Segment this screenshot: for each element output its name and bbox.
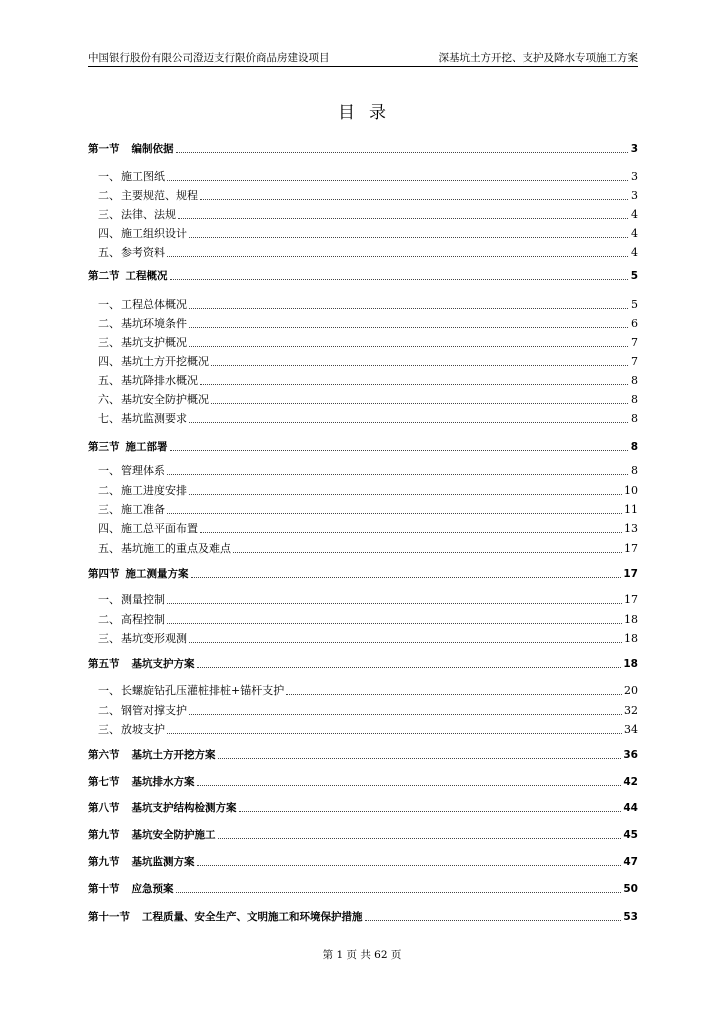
- toc-entry-label: 工程概况: [125, 270, 168, 282]
- toc-dot-leader: [170, 450, 629, 451]
- toc-title: 目录: [338, 103, 400, 123]
- toc-dot-leader: [167, 474, 628, 475]
- toc-dot-leader: [176, 152, 629, 153]
- toc-entry-page-number: 20: [624, 684, 638, 697]
- toc-entry-page-number: 5: [631, 298, 638, 311]
- toc-entry-number: 第一节: [88, 143, 120, 155]
- toc-entry-number: 第七节: [88, 776, 120, 788]
- toc-section-entry[interactable]: [88, 136, 638, 156]
- toc-dot-leader: [176, 892, 622, 893]
- toc-entry-page-number: 4: [631, 227, 638, 240]
- toc-entry-number: 三、: [98, 208, 120, 221]
- toc-entry-label: 施工总平面布置: [121, 522, 198, 535]
- toc-entry-number: 第四节: [88, 568, 120, 580]
- toc-dot-leader: [189, 494, 622, 495]
- toc-entry-label: 基坑支护方案: [131, 658, 195, 670]
- toc-dot-leader: [189, 642, 622, 643]
- toc-entry-number: 三、: [98, 723, 120, 736]
- toc-entry-page-number: 47: [623, 856, 638, 868]
- toc-subsection-entry[interactable]: [88, 202, 638, 222]
- toc-dot-leader: [200, 384, 628, 385]
- toc-entry-page-number: 13: [624, 522, 638, 535]
- toc-entry-number: 第五节: [88, 658, 120, 670]
- toc-entry-label: 高程控制: [121, 613, 165, 626]
- toc-entry-label: 施工测量方案: [125, 568, 189, 580]
- toc-entry-label: 编制依据: [131, 143, 174, 155]
- toc-entry-label: 施工图纸: [121, 170, 165, 183]
- toc-entry-page-number: 3: [631, 189, 638, 202]
- toc-entry-label: 基坑监测方案: [131, 856, 195, 868]
- toc-entry-page-number: 10: [624, 484, 638, 497]
- toc-subsection-entry[interactable]: [88, 330, 638, 350]
- toc-dot-leader: [286, 694, 622, 695]
- toc-subsection-entry[interactable]: [88, 458, 638, 478]
- toc-entry-label: 应急预案: [131, 883, 174, 895]
- toc-dot-leader: [365, 920, 622, 921]
- toc-dot-leader: [218, 838, 622, 839]
- toc-entry-page-number: 6: [631, 317, 638, 330]
- toc-dot-leader: [197, 865, 622, 866]
- toc-subsection-entry[interactable]: [88, 164, 638, 184]
- toc-entry-number: 二、: [98, 613, 120, 626]
- toc-entry-page-number: 17: [624, 542, 638, 555]
- toc-section-entry[interactable]: [88, 769, 638, 789]
- toc-entry-number: 第九节: [88, 829, 120, 841]
- toc-subsection-entry[interactable]: [88, 387, 638, 407]
- toc-entry-page-number: 8: [630, 441, 638, 453]
- toc-entry-number: 六、: [98, 393, 120, 406]
- toc-subsection-entry[interactable]: [88, 698, 638, 718]
- toc-entry-label: 基坑监测要求: [121, 412, 187, 425]
- toc-entry-label: 基坑降排水概况: [121, 374, 198, 387]
- toc-entry-page-number: 4: [631, 208, 638, 221]
- header-project-name: 中国银行股份有限公司澄迈支行限价商品房建设项目: [88, 52, 330, 64]
- toc-entry-number: 二、: [98, 189, 120, 202]
- toc-dot-leader: [167, 603, 622, 604]
- toc-dot-leader: [189, 237, 628, 238]
- toc-subsection-entry[interactable]: [88, 607, 638, 627]
- toc-subsection-entry[interactable]: [88, 183, 638, 203]
- toc-entry-number: 第九节: [88, 856, 120, 868]
- toc-dot-leader: [170, 279, 629, 280]
- toc-entry-label: 钢管对撑支护: [121, 704, 187, 717]
- toc-dot-leader: [189, 422, 628, 423]
- toc-entry-number: 一、: [98, 170, 120, 183]
- toc-entry-label: 基坑土方开挖概况: [121, 355, 209, 368]
- toc-entry-label: 工程总体概况: [121, 298, 187, 311]
- toc-entry-page-number: 53: [623, 911, 638, 923]
- toc-entry-number: 一、: [98, 298, 120, 311]
- toc-entry-page-number: 50: [623, 883, 638, 895]
- toc-dot-leader: [189, 327, 628, 328]
- toc-entry-page-number: 7: [631, 355, 638, 368]
- toc-dot-leader: [197, 667, 622, 668]
- toc-entry-label: 基坑变形观测: [121, 632, 187, 645]
- toc-entry-page-number: 4: [631, 246, 638, 259]
- toc-entry-page-number: 42: [623, 776, 638, 788]
- toc-dot-leader: [211, 403, 628, 404]
- toc-section-entry[interactable]: [88, 651, 638, 671]
- toc-subsection-entry[interactable]: [88, 536, 638, 556]
- toc-dot-leader: [167, 513, 622, 514]
- toc-entry-number: 四、: [98, 355, 120, 368]
- toc-entry-label: 基坑安全防护概况: [121, 393, 209, 406]
- toc-dot-leader: [233, 552, 622, 553]
- toc-dot-leader: [189, 714, 622, 715]
- toc-subsection-entry[interactable]: [88, 717, 638, 737]
- toc-entry-number: 五、: [98, 246, 120, 259]
- toc-entry-label: 测量控制: [121, 593, 165, 606]
- toc-entry-number: 第十节: [88, 883, 120, 895]
- toc-entry-label: 施工准备: [121, 503, 165, 516]
- toc-entry-number: 第十一节: [88, 911, 130, 923]
- toc-subsection-entry[interactable]: [88, 311, 638, 331]
- toc-entry-page-number: 36: [623, 749, 638, 761]
- toc-subsection-entry[interactable]: [88, 349, 638, 369]
- toc-entry-number: 一、: [98, 464, 120, 477]
- toc-entry-label: 工程质量、安全生产、文明施工和环境保护措施: [142, 911, 363, 923]
- toc-subsection-entry[interactable]: [88, 221, 638, 241]
- toc-entry-page-number: 7: [631, 336, 638, 349]
- toc-entry-page-number: 17: [624, 593, 638, 606]
- toc-entry-page-number: 8: [631, 464, 638, 477]
- toc-dot-leader: [167, 180, 628, 181]
- toc-entry-number: 三、: [98, 632, 120, 645]
- toc-dot-leader: [200, 199, 628, 200]
- toc-entry-page-number: 45: [623, 829, 638, 841]
- toc-section-entry[interactable]: [88, 561, 638, 581]
- toc-entry-label: 基坑施工的重点及难点: [121, 542, 231, 555]
- toc-entry-number: 二、: [98, 704, 120, 717]
- toc-subsection-entry[interactable]: [88, 626, 638, 646]
- toc-entry-label: 参考资料: [121, 246, 165, 259]
- toc-entry-number: 七、: [98, 412, 120, 425]
- toc-entry-page-number: 8: [631, 412, 638, 425]
- toc-section-entry[interactable]: [88, 849, 638, 869]
- toc-subsection-entry[interactable]: [88, 292, 638, 312]
- toc-entry-number: 四、: [98, 522, 120, 535]
- toc-entry-page-number: 18: [623, 658, 638, 670]
- toc-dot-leader: [167, 733, 622, 734]
- toc-entry-number: 三、: [98, 503, 120, 516]
- toc-entry-label: 基坑土方开挖方案: [131, 749, 216, 761]
- toc-dot-leader: [189, 308, 628, 309]
- toc-subsection-entry[interactable]: [88, 497, 638, 517]
- toc-dot-leader: [239, 811, 622, 812]
- toc-entry-number: 五、: [98, 542, 120, 555]
- toc-entry-page-number: 8: [631, 374, 638, 387]
- toc-dot-leader: [178, 218, 628, 219]
- toc-section-entry[interactable]: [88, 876, 638, 896]
- toc-entry-label: 施工组织设计: [121, 227, 187, 240]
- page-header: [88, 50, 638, 67]
- toc-section-entry[interactable]: [88, 904, 638, 924]
- toc-entry-page-number: 34: [624, 723, 638, 736]
- toc-entry-number: 三、: [98, 336, 120, 349]
- toc-entry-page-number: 44: [623, 802, 638, 814]
- toc-entry-page-number: 5: [630, 270, 638, 282]
- toc-entry-page-number: 3: [630, 143, 638, 155]
- toc-entry-page-number: 17: [623, 568, 638, 580]
- toc-entry-label: 放坡支护: [121, 723, 165, 736]
- toc-dot-leader: [167, 623, 622, 624]
- toc-entry-page-number: 8: [631, 393, 638, 406]
- toc-subsection-entry[interactable]: [88, 368, 638, 388]
- toc-subsection-entry[interactable]: [88, 406, 638, 426]
- toc-entry-number: 二、: [98, 484, 120, 497]
- toc-section-entry[interactable]: [88, 742, 638, 762]
- toc-dot-leader: [200, 532, 622, 533]
- toc-subsection-entry[interactable]: [88, 678, 638, 698]
- toc-dot-leader: [167, 256, 628, 257]
- page-footer: 第 1 页 共 62 页: [322, 949, 402, 961]
- toc-subsection-entry[interactable]: [88, 478, 638, 498]
- toc-entry-number: 二、: [98, 317, 120, 330]
- toc-entry-label: 管理体系: [121, 464, 165, 477]
- toc-entry-label: 主要规范、规程: [121, 189, 198, 202]
- toc-section-entry[interactable]: [88, 434, 638, 454]
- toc-subsection-entry[interactable]: [88, 516, 638, 536]
- toc-entry-label: 长螺旋钻孔压灌桩排桩+锚杆支护: [121, 684, 285, 697]
- toc-entry-number: 第六节: [88, 749, 120, 761]
- toc-entry-label: 基坑环境条件: [121, 317, 187, 330]
- toc-entry-number: 第三节: [88, 441, 120, 453]
- toc-entry-label: 基坑安全防护施工: [131, 829, 216, 841]
- toc-entry-number: 一、: [98, 593, 120, 606]
- toc-subsection-entry[interactable]: [88, 587, 638, 607]
- toc-entry-number: 四、: [98, 227, 120, 240]
- toc-entry-page-number: 11: [624, 503, 638, 516]
- toc-section-entry[interactable]: [88, 795, 638, 815]
- toc-entry-label: 法律、法规: [121, 208, 176, 221]
- toc-dot-leader: [218, 758, 622, 759]
- toc-dot-leader: [189, 346, 628, 347]
- toc-entry-number: 第八节: [88, 802, 120, 814]
- toc-dot-leader: [191, 577, 622, 578]
- toc-entry-label: 施工进度安排: [121, 484, 187, 497]
- toc-entry-page-number: 18: [624, 613, 638, 626]
- toc-dot-leader: [197, 785, 622, 786]
- toc-entry-page-number: 3: [631, 170, 638, 183]
- toc-entry-page-number: 32: [624, 704, 638, 717]
- toc-entry-number: 一、: [98, 684, 120, 697]
- toc-section-entry[interactable]: [88, 263, 638, 283]
- toc-entry-page-number: 18: [624, 632, 638, 645]
- toc-entry-label: 基坑支护概况: [121, 336, 187, 349]
- toc-subsection-entry[interactable]: [88, 240, 638, 260]
- toc-entry-label: 基坑支护结构检测方案: [131, 802, 237, 814]
- toc-section-entry[interactable]: [88, 822, 638, 842]
- toc-entry-label: 基坑排水方案: [131, 776, 195, 788]
- toc-entry-number: 五、: [98, 374, 120, 387]
- toc-entry-label: 施工部署: [125, 441, 168, 453]
- toc-dot-leader: [211, 365, 628, 366]
- header-document-title: 深基坑土方开挖、支护及降水专项施工方案: [438, 52, 638, 64]
- toc-entry-number: 第二节: [88, 270, 120, 282]
